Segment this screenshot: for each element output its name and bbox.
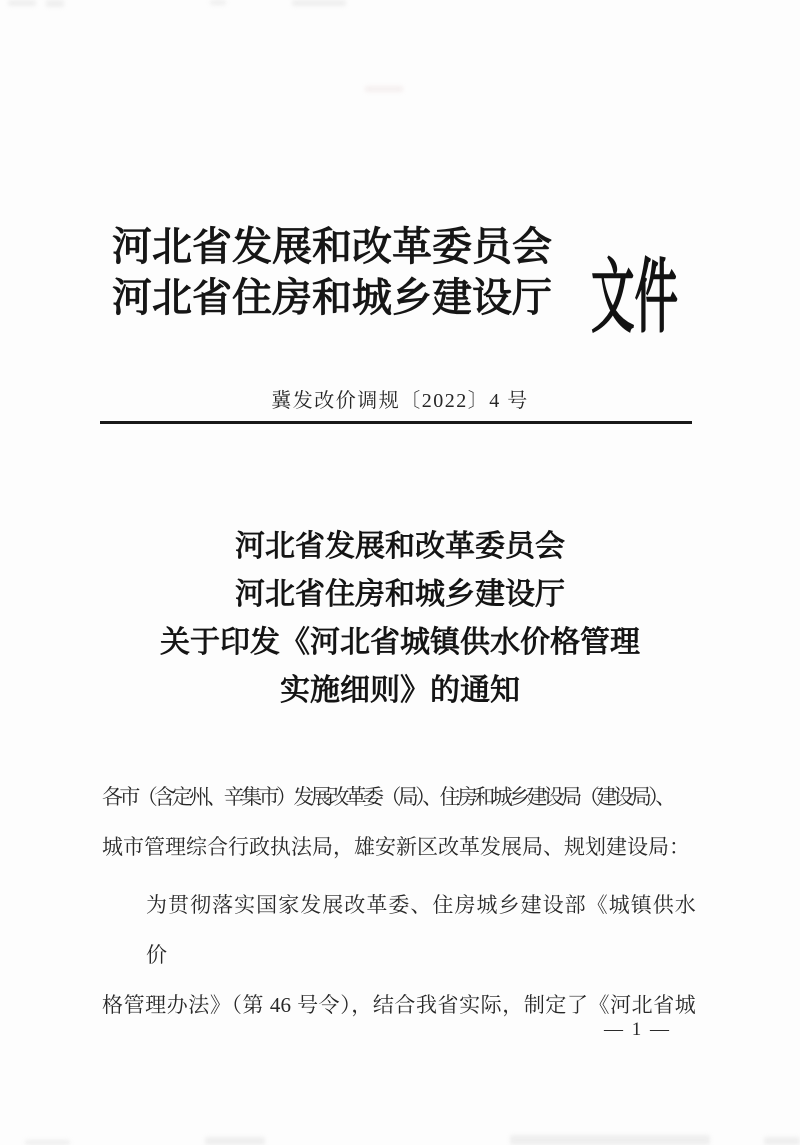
title-line-3: 关于印发《河北省城镇供水价格管理 (160, 626, 640, 659)
masthead (112, 221, 552, 323)
paragraph-line-2: 格管理办法》（第 46 号令），结合我省实际，制定了《河北省城 (102, 993, 696, 1017)
masthead-rule (100, 421, 692, 424)
title-line-2: 河北省住房和城乡建设厅 (235, 578, 565, 611)
salutation-line-1: 各市（含定州、辛集市）发展改革委（局）、住房和城乡建设局（建设局）、 (102, 785, 673, 809)
scan-artifact (25, 1140, 70, 1145)
page-number: — 1 — (604, 1019, 671, 1040)
paragraph-line-1: 为贯彻落实国家发展改革委、住房城乡建设部《城镇供水价 (146, 893, 696, 967)
masthead-document-label: 文件 (591, 252, 679, 343)
scan-artifact (210, 0, 226, 5)
document-body (102, 772, 696, 1030)
scan-artifact (764, 1137, 800, 1145)
scan-artifact (46, 0, 64, 7)
title-line-1: 河北省发展和改革委员会 (235, 530, 565, 563)
scan-artifact (8, 0, 36, 6)
scan-artifact (365, 86, 403, 92)
scan-artifact (510, 1135, 710, 1145)
masthead-org-line1: 河北省发展和改革委员会 (112, 224, 552, 269)
masthead-org-line2: 河北省住房和城乡建设厅 (112, 275, 552, 320)
scan-artifact (205, 1137, 265, 1145)
document-number: 冀发改价调规〔2022〕4 号 (271, 390, 529, 412)
salutation-line-2: 城市管理综合行政执法局，雄安新区改革发展局、规划建设局： (102, 835, 690, 859)
scan-artifact (292, 0, 346, 6)
title-line-4: 实施细则》的通知 (280, 674, 520, 707)
document-title (0, 523, 800, 715)
